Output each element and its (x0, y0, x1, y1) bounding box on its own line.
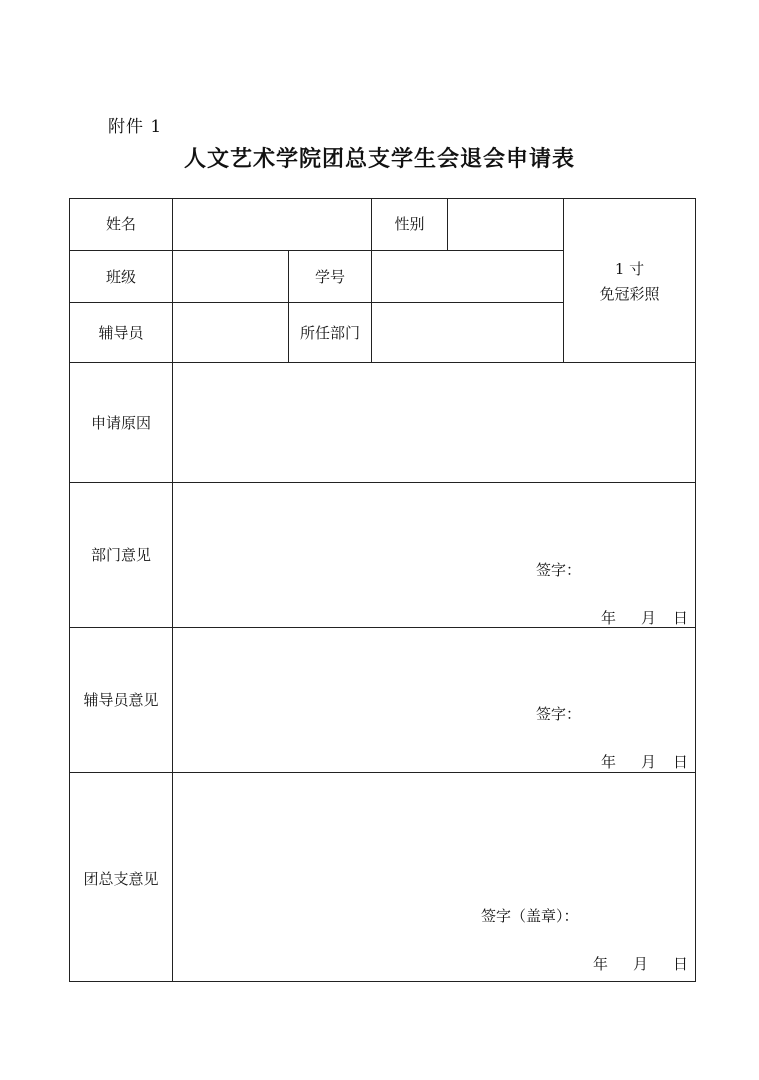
league-opinion-label: 团总支意见 (83, 870, 159, 888)
counselor-opinion-label: 辅导员意见 (83, 691, 159, 709)
photo-size-text: 1 寸 (614, 260, 645, 278)
department-field[interactable] (372, 303, 563, 362)
counselor-opinion-field[interactable] (173, 628, 695, 772)
student-id-field[interactable] (372, 251, 563, 302)
name-label: 姓名 (105, 215, 136, 233)
league-date-year: 年 (593, 955, 609, 973)
counselor-date-year: 年 (601, 753, 617, 771)
class-label: 班级 (105, 268, 136, 286)
counselor-date-day: 日 (673, 753, 689, 771)
league-signature-seal-label: 签字（盖章）： (481, 907, 579, 925)
dept-opinion-field[interactable] (173, 483, 695, 627)
counselor-signature-label: 签字： (536, 705, 582, 723)
league-date-month: 月 (633, 955, 649, 973)
dept-opinion-label: 部门意见 (90, 546, 151, 564)
gender-field[interactable] (448, 199, 563, 250)
counselor-label: 辅导员 (98, 324, 144, 342)
photo-requirement-text: 免冠彩照 (599, 285, 660, 303)
counselor-field[interactable] (173, 303, 288, 362)
reason-label: 申请原因 (90, 414, 151, 432)
dept-date-year: 年 (601, 609, 617, 627)
dept-date-month: 月 (641, 609, 657, 627)
league-opinion-field[interactable] (173, 773, 695, 981)
form-title: 人文艺术学院团总支学生会退会申请表 (183, 146, 575, 172)
counselor-date-month: 月 (641, 753, 657, 771)
student-id-label: 学号 (314, 268, 345, 286)
reason-field[interactable] (173, 363, 695, 482)
dept-date-day: 日 (673, 609, 689, 627)
dept-signature-label: 签字： (536, 561, 582, 579)
gender-label: 性别 (394, 215, 425, 233)
class-field[interactable] (173, 251, 288, 302)
attachment-label: 附件 1 (108, 117, 163, 137)
league-date-day: 日 (673, 955, 689, 973)
name-field[interactable] (173, 199, 371, 250)
photo-placeholder (564, 258, 695, 305)
table-border-bottom (69, 981, 696, 982)
table-border-right (695, 198, 696, 982)
table-border-top (69, 198, 696, 199)
department-label: 所任部门 (299, 324, 360, 342)
table-border-left (69, 198, 70, 982)
